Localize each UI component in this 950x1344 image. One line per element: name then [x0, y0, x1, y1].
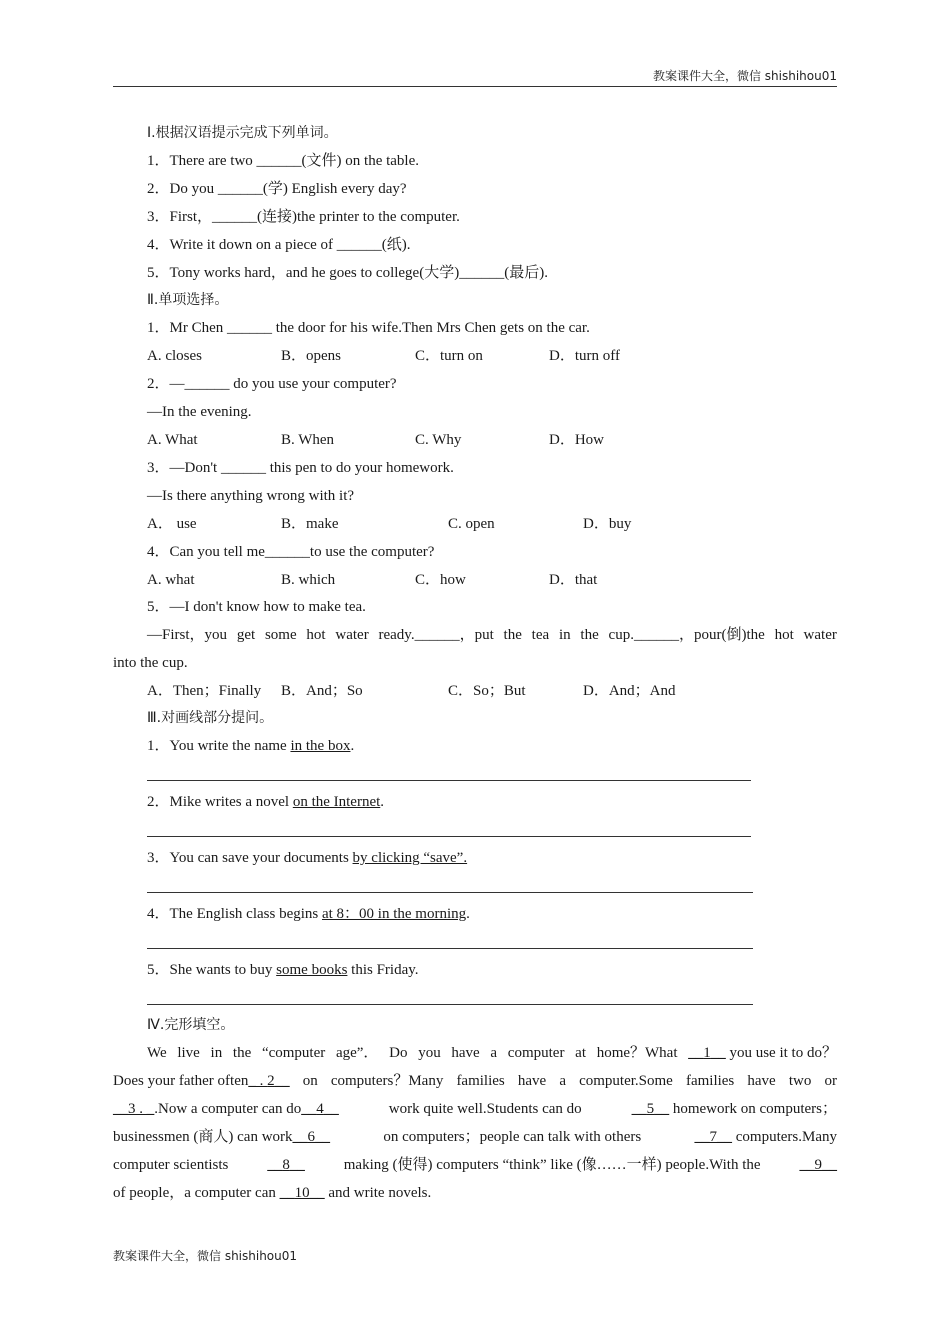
page-header: [113, 64, 837, 87]
s2-q3-stem: 3．—Don't ______ this pen to do your homework.: [147, 460, 454, 476]
s2-q4-option-b: B. which: [281, 572, 336, 588]
cloze-line-6: of people，a computer can __10__ and write novels.: [113, 1185, 432, 1201]
cloze-blank-9[interactable]: 9: [814, 1157, 822, 1173]
s2-q5-option-c: C．So；But: [448, 683, 526, 699]
s2-q2-option-a: A. What: [147, 432, 198, 448]
cloze-blank-3[interactable]: 3: [128, 1101, 136, 1117]
cloze-blank-8[interactable]: 8: [282, 1157, 290, 1173]
s2-q1-option-a: A. closes: [147, 348, 202, 364]
answer-line-1[interactable]: [147, 780, 751, 781]
s2-q1-stem: 1．Mr Chen ______ the door for his wife.Then Mrs Chen gets on the car.: [147, 320, 590, 336]
s2-q2-option-d: D．How: [549, 432, 604, 448]
answer-line-3[interactable]: [147, 892, 753, 893]
underlined-phrase: on the Internet: [292, 794, 381, 810]
cloze-line-4: businessmen (商人) can work__6__ on computers；people can talk with others __7__ computers.Many: [113, 1129, 837, 1145]
s2-q3-reply: —Is there anything wrong with it?: [147, 488, 355, 504]
s2-q2-option-b: B. When: [281, 432, 335, 448]
s1-item-4: 4．Write it down on a piece of ______(纸).: [147, 237, 411, 253]
s2-q3-option-a: A． use: [147, 516, 197, 532]
word: cup.______，pour(倒)the: [608, 627, 765, 643]
s2-q2-reply: —In the evening.: [147, 404, 252, 420]
cloze-line-1: We live in the “computer age”． Do you have a computer at home？What __1__ you use it to do？: [147, 1045, 837, 1061]
s2-q4-option-a: A. what: [147, 572, 195, 588]
word: hot: [774, 627, 794, 643]
s2-q5-reply: [147, 625, 837, 645]
s2-q5-stem: 5．—I don't know how to make tea.: [147, 599, 366, 615]
word: —First，you: [147, 627, 228, 643]
underlined-phrase: some books: [276, 962, 348, 978]
s2-q1-option-c: C．turn on: [415, 348, 483, 364]
s1-item-3: 3．First，______(连接)the printer to the computer.: [147, 209, 460, 225]
answer-line-2[interactable]: [147, 836, 751, 837]
s2-q5-option-d: D．And；And: [583, 683, 676, 699]
word: the: [503, 627, 522, 643]
answer-line-4[interactable]: [147, 948, 753, 949]
word: in: [558, 627, 571, 643]
s3-item-3: 3．You can save your documents by clicking “save”.: [147, 850, 468, 866]
s2-q5-option-a: A．Then；Finally: [147, 683, 262, 699]
word: the: [580, 627, 599, 643]
s3-item-1: 1．You write the name in the box.: [147, 738, 355, 754]
cloze-blank-6[interactable]: 6: [307, 1129, 316, 1145]
s2-q4-option-d: D．that: [549, 572, 598, 588]
s2-q2-option-c: C. Why: [415, 432, 462, 448]
cloze-line-2: Does your father often_ . 2__ on computers？Many families have a computer.Some families have two or: [113, 1073, 837, 1089]
cloze-blank-7[interactable]: 7: [709, 1129, 717, 1145]
cloze-blank-10[interactable]: 10: [294, 1185, 310, 1201]
section-2-title: Ⅱ.单项选择。: [147, 292, 229, 308]
word: water: [803, 627, 837, 643]
word: some: [264, 627, 297, 643]
s2-q5-option-b: B．And；So: [281, 683, 363, 699]
s1-item-2: 2．Do you ______(学) English every day?: [147, 181, 407, 197]
s2-q1-option-b: B．opens: [281, 348, 342, 364]
header-text: 教案课件大全，微信 shishihou01: [652, 69, 837, 83]
s3-item-5: 5．She wants to buy some books this Friday.: [147, 962, 419, 978]
underlined-phrase: at 8：00 in the morning: [321, 906, 467, 922]
s2-q2-stem: 2．—______ do you use your computer?: [147, 376, 397, 392]
word: water: [335, 627, 369, 643]
s2-q3-option-c: C. open: [448, 516, 495, 532]
s1-item-1: 1．There are two ______(文件) on the table.: [147, 153, 419, 169]
cloze-blank-2[interactable]: 2: [267, 1073, 275, 1089]
section-1-title: Ⅰ.根据汉语提示完成下列单词。: [147, 125, 338, 141]
cloze-blank-1[interactable]: 1: [703, 1045, 711, 1061]
word: hot: [306, 627, 326, 643]
cloze-line-3: __3 . _.Now a computer can do__4__ work quite well.Students can do __5__ homework on computers；: [113, 1101, 837, 1117]
s1-item-5: 5．Tony works hard，and he goes to college(大学)______(最后).: [147, 265, 548, 281]
s2-q3-option-d: D．buy: [583, 516, 632, 532]
s2-q4-stem: 4．Can you tell me______to use the computer?: [147, 544, 435, 560]
page-footer: 教案课件大全，微信 shishihou01: [113, 1249, 298, 1263]
cloze-blank-5[interactable]: 5: [646, 1101, 655, 1117]
section-4-title: Ⅳ.完形填空。: [147, 1017, 235, 1033]
s3-item-4: 4．The English class begins at 8：00 in the morning.: [147, 906, 470, 922]
underlined-phrase: in the box: [290, 738, 351, 754]
cloze-blank-4[interactable]: 4: [316, 1101, 324, 1117]
word: ready.______，put: [378, 627, 494, 643]
underlined-phrase: by clicking “save”.: [352, 850, 468, 866]
word: tea: [531, 627, 550, 643]
word: get: [236, 627, 256, 643]
s2-q1-option-d: D．turn off: [549, 348, 620, 364]
s3-item-2: 2．Mike writes a novel on the Internet.: [147, 794, 385, 810]
answer-line-5[interactable]: [147, 1004, 753, 1005]
s2-q3-option-b: B．make: [281, 516, 339, 532]
s2-q4-option-c: C．how: [415, 572, 466, 588]
s2-q5-reply-cont: into the cup.: [113, 655, 188, 671]
cloze-line-5: computer scientists __8__ making (使得) computers “think” like (像……一样) people.With the __9__: [113, 1157, 837, 1173]
section-3-title: Ⅲ.对画线部分提问。: [147, 710, 274, 726]
